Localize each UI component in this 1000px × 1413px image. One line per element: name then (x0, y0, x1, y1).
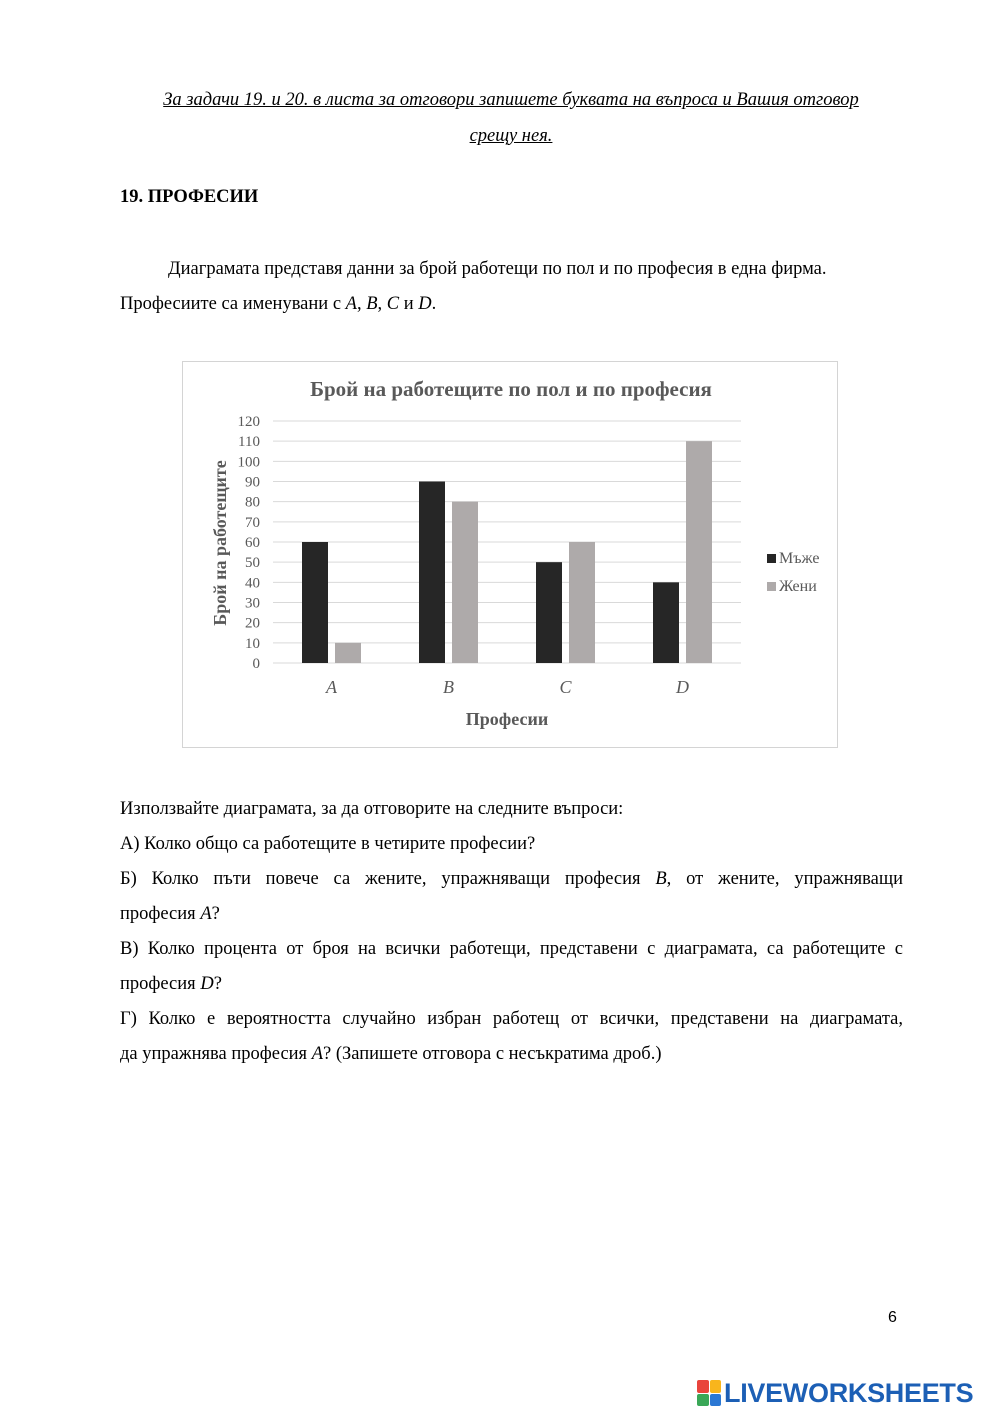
question-g-line-1: Г) Колко е вероятността случайно избран работещ от всички, представени на диаграмата, (120, 1009, 903, 1029)
bar-Мъже-A (302, 542, 328, 663)
question-v-text: професия (120, 973, 201, 994)
question-v-line-2 (120, 967, 903, 1002)
instruction-line-2: срещу нея. (469, 126, 553, 146)
bar-Жени-D (686, 441, 712, 663)
y-tick-label: 30 (245, 595, 260, 612)
question-b-text: , от жените, упражняващи (666, 869, 903, 889)
question-g-text: да упражнява професия (120, 1043, 312, 1064)
question-v-line-1: В) Колко процента от броя на всички работещи, представени с диаграмата, са работещите с (120, 939, 903, 959)
period: . (431, 293, 437, 314)
legend-label: Мъже (779, 550, 820, 567)
questions-intro: Използвайте диаграмата, за да отговорите на следните въпроси: (120, 799, 624, 819)
problem-heading: 19. ПРОФЕСИИ (120, 187, 259, 207)
question-b-var: A (200, 903, 212, 924)
watermark-text: LIVEWORKSHEETS (724, 1377, 974, 1408)
separator: , (356, 293, 367, 314)
x-tick-label: C (559, 677, 572, 697)
bar-Мъже-C (536, 562, 562, 663)
profession-d: D (418, 293, 432, 314)
profession-a: A (345, 293, 357, 314)
y-tick-label: 70 (245, 514, 260, 531)
y-axis-label: Брой на работещите (210, 460, 230, 626)
question-b-text: професия (120, 903, 201, 924)
chart-title: Брой на работещите по пол и по професия (310, 377, 712, 401)
y-tick-label: 80 (245, 494, 260, 511)
y-tick-label: 120 (237, 414, 260, 430)
instruction-line-1: За задачи 19. и 20. в листа за отговори запишете буквата на въпроса и Вашия отговор (163, 90, 859, 110)
y-tick-label: 90 (245, 474, 260, 491)
legend-swatch (767, 582, 776, 591)
question-g-text: ? (Запишете отговора с несъкратима дроб.) (323, 1043, 662, 1064)
y-tick-label: 40 (245, 575, 260, 592)
question-b (120, 862, 903, 931)
profession-c: C (386, 293, 400, 314)
x-tick-label: B (443, 677, 454, 697)
intro-line-2 (120, 287, 903, 322)
bar-Жени-B (452, 502, 478, 663)
legend (767, 550, 819, 595)
profession-b: B (366, 293, 378, 314)
x-tick-label: A (326, 677, 337, 697)
question-a: А) Колко общо са работещите в четирите професии? (120, 834, 536, 854)
y-tick-label: 60 (245, 535, 260, 551)
legend-label: Жени (779, 578, 817, 595)
question-b-text: ? (211, 903, 220, 924)
question-g (120, 1002, 903, 1071)
y-tick-label: 0 (252, 656, 260, 672)
y-tick-label: 100 (237, 454, 260, 471)
y-tick-label: 10 (245, 635, 260, 652)
page-number: 6 (888, 1309, 897, 1326)
liveworksheets-logo-icon (697, 1380, 721, 1406)
problem-intro (120, 252, 903, 321)
liveworksheets-watermark (697, 1378, 973, 1408)
y-tick-label: 20 (245, 615, 260, 632)
question-b-var: B (655, 869, 667, 889)
conjunction: и (399, 293, 419, 314)
question-b-line-1 (120, 862, 903, 897)
intro-text: Професиите са именувани с (120, 293, 346, 314)
bar-Мъже-B (419, 482, 445, 664)
legend-swatch (767, 554, 776, 563)
separator: , (377, 293, 387, 314)
x-tick-label: D (676, 677, 689, 697)
x-axis-label: Професии (465, 709, 549, 729)
intro-line-1: Диаграмата представя данни за брой работещи по пол и по професия в една фирма. (168, 259, 827, 279)
question-b-line-2 (120, 897, 903, 932)
chart-frame (182, 361, 838, 748)
y-tick-label: 110 (238, 434, 260, 451)
question-v-text: ? (213, 973, 222, 994)
bar-Мъже-D (653, 582, 679, 663)
question-v-var: D (200, 973, 214, 994)
question-v (120, 932, 903, 1001)
question-g-var: A (311, 1043, 323, 1064)
question-b-text: Б) Колко пъти повече са жените, упражняващи професия (120, 869, 656, 889)
instruction (120, 82, 902, 154)
bar-chart (183, 362, 837, 747)
y-tick-label: 50 (245, 555, 260, 572)
question-g-line-2 (120, 1037, 903, 1072)
bar-Жени-A (335, 643, 361, 663)
bar-Жени-C (569, 542, 595, 663)
